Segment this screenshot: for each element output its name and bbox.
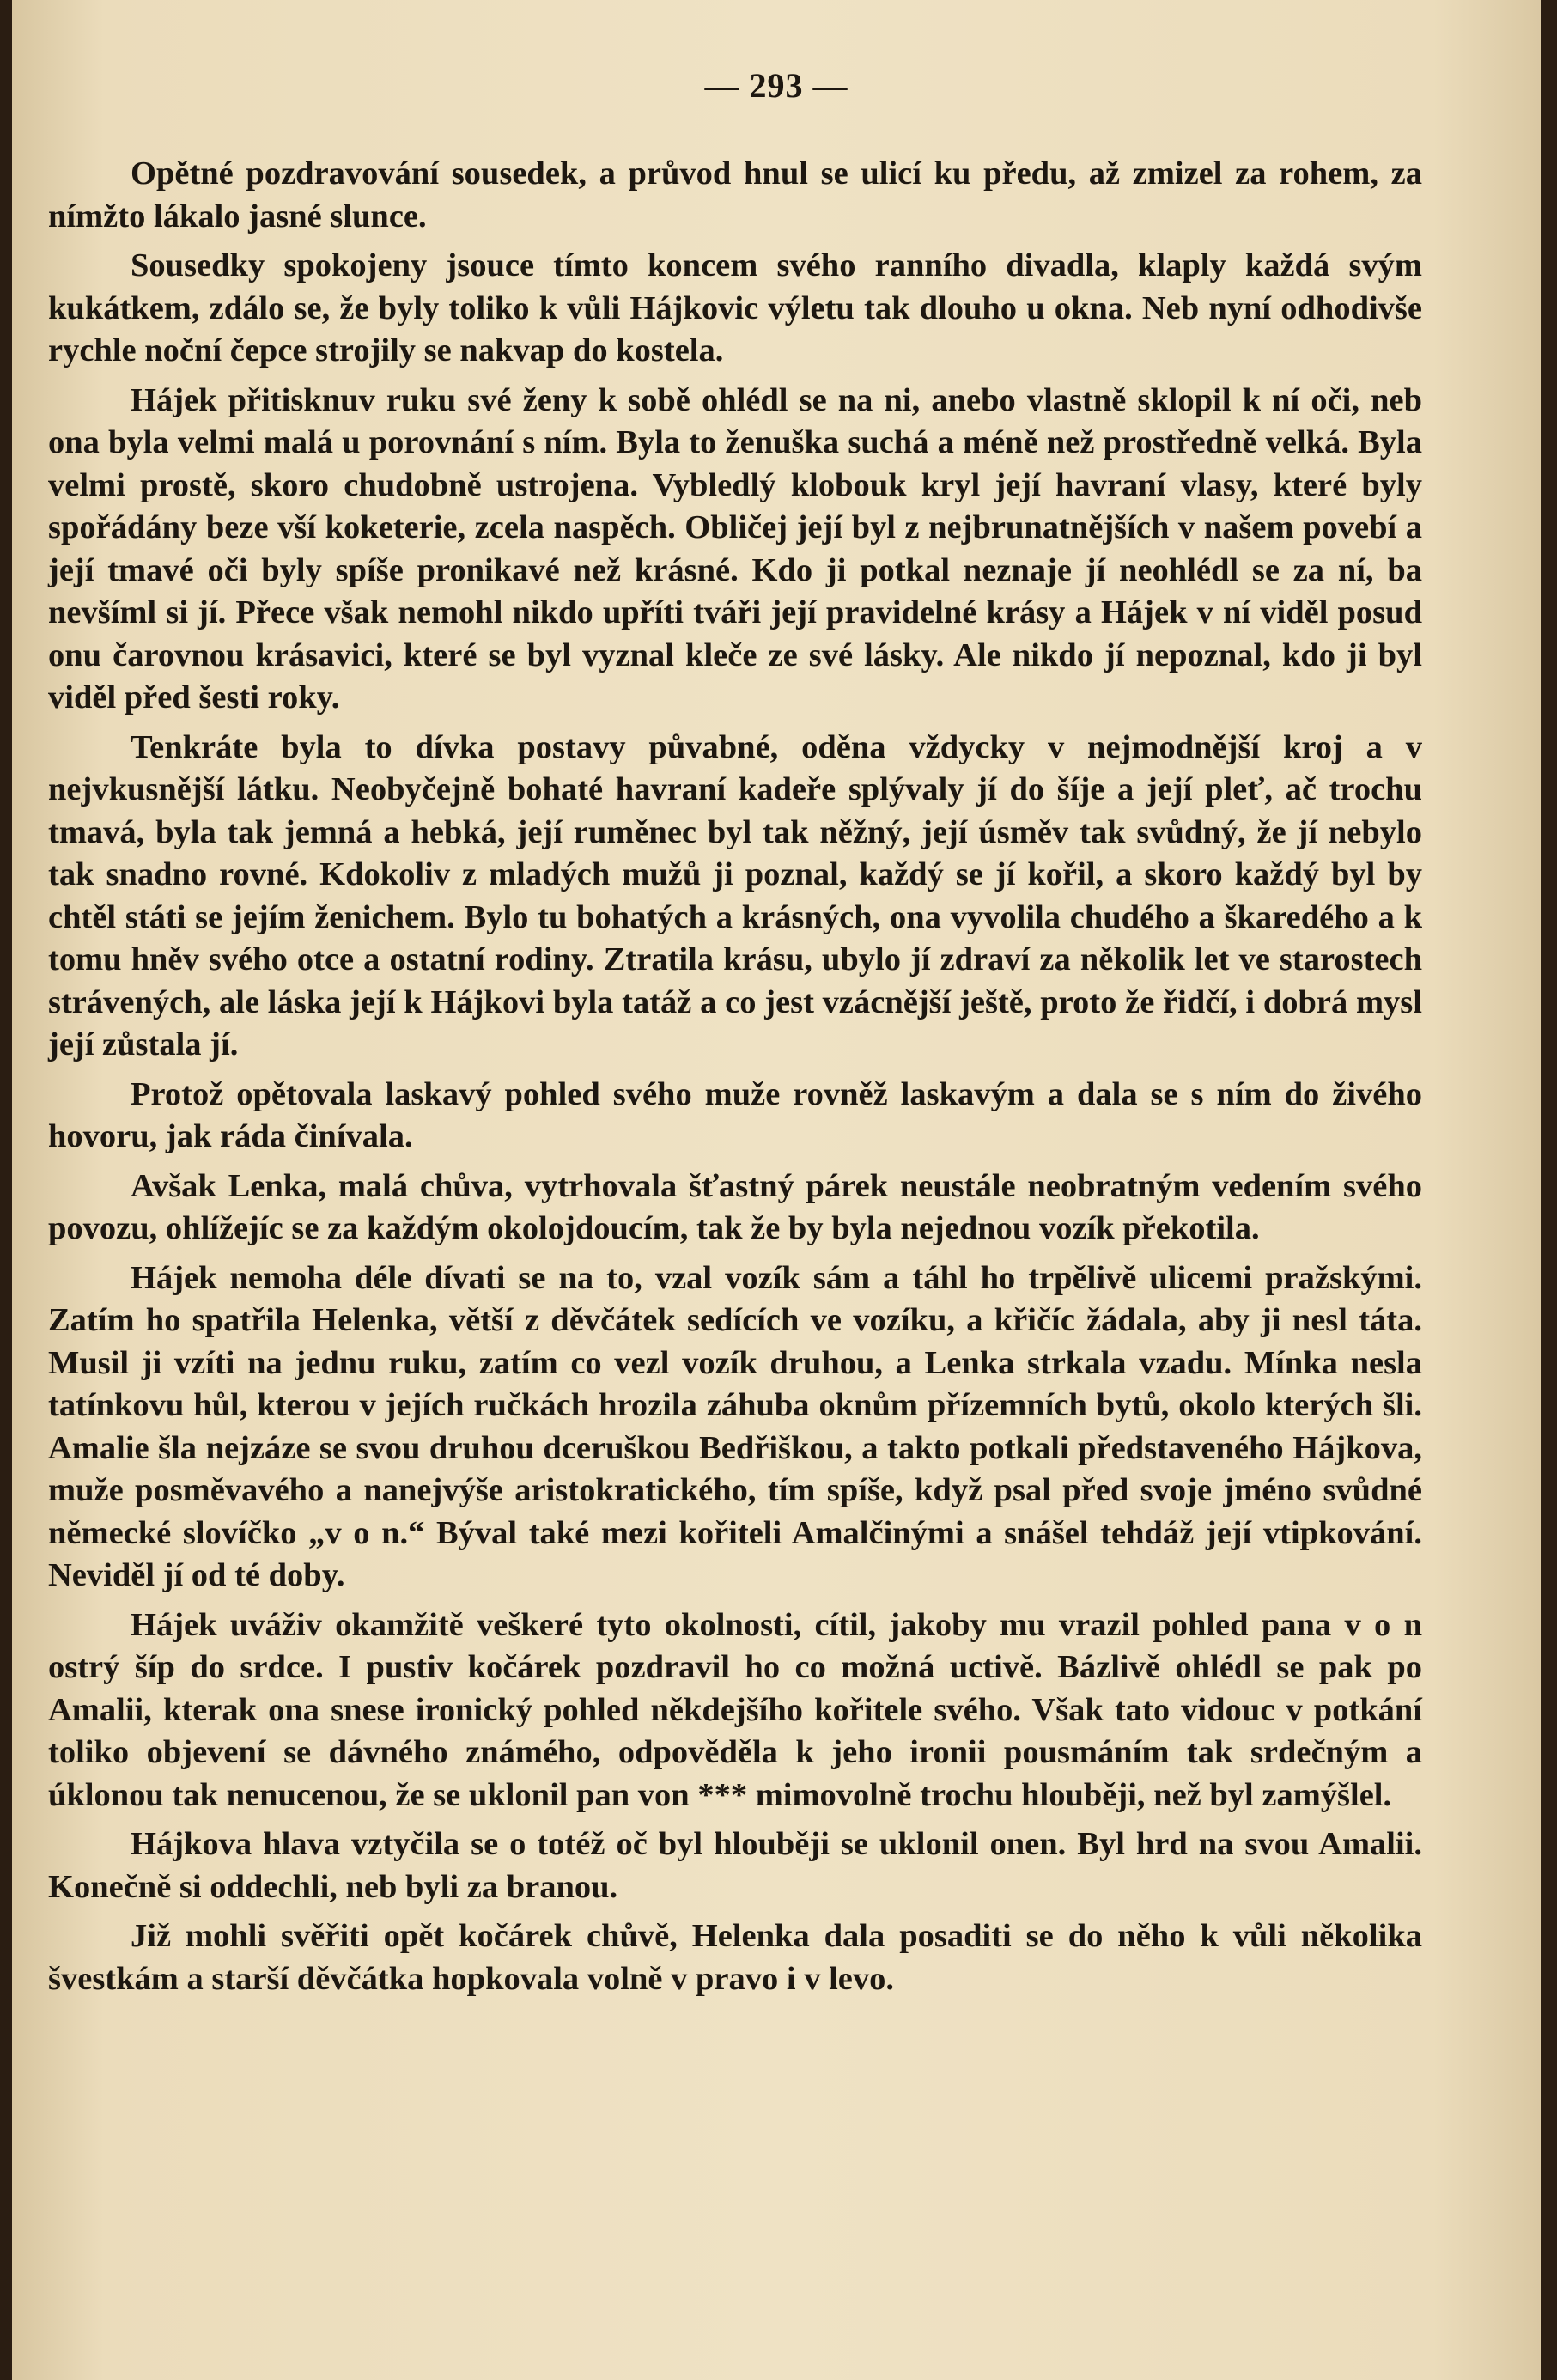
paragraph: Protož opětovala laskavý pohled svého muže rovněž laskavým a dala se s ním do živého hovoru, jak ráda činívala. <box>48 1075 1422 1154</box>
paragraph: Avšak Lenka, malá chůva, vytrhovala šťastný párek neustále neobratným vedením svého povozu, ohlížejíc se za každým okolojdoucím, tak že by byla nejednou vozík překotila. <box>48 1167 1422 1246</box>
paragraph: Tenkráte byla to dívka postavy půvabné, oděna vždycky v nejmodnější kroj a v nejvkusnější látku. Neobyčejně bohaté havraní kadeře splývaly jí do šíje a její pleť, ač trochu tmavá, byla tak jemná a hebká, její ruměnec byl tak něžný, její úsměv tak svůdný, že jí nebylo tak snadno rovné. Kdokoliv z mladých mužů ji poznal, každý se jí kořil, a skoro každý byl by chtěl státi se jejím ženichem. Bylo tu bohatých a krásných, ona vyvolila chudého a škaredého a k tomu hněv svého otce a ostatní rodiny. Ztratila krásu, ubylo jí zdraví za několik let ve starostech strávených, ale láska její k Hájkovi byla tatáž a co jest vzácnější ještě, proto že řidčí, i dobrá mysl její zůstala jí. <box>48 728 1422 1062</box>
paragraph: Již mohli svěřiti opět kočárek chůvě, Helenka dala posaditi se do něho k vůli několika švestkám a starší děvčátka hopkovala volně v pravo i v levo. <box>48 1918 1422 1997</box>
paragraph: Sousedky spokojeny jsouce tímto koncem svého ranního divadla, klaply každá svým kukátkem, zdálo se, že byly toliko k vůli Hájkovic výletu tak dlouho u okna. Neb nyní odhodivše rychle noční čepce strojily se nakvap do kostela. <box>48 247 1422 368</box>
paragraph: Opětné pozdravování sousedek, a průvod hnul se ulicí ku předu, až zmizel za rohem, za nímžto lákalo jasné slunce. <box>48 155 1422 234</box>
paragraph: Hájek nemoha déle dívati se na to, vzal vozík sám a táhl ho trpělivě ulicemi pražskými. Zatím ho spatřila Helenka, větší z děvčátek sedících ve vozíku, a křičíc žádala, aby ji nesl táta. Musil ji vzíti na jednu ruku, zatím co vezl vozík druhou, a Lenka strkala vzadu. Mínka nesla tatínkovu hůl, kterou v jejích ručkách hrozila záhuba oknům přízemních bytů, okolo kterých šli. Amalie šla nejzáze se svou druhou dceruškou Bedřiškou, a takto potkali představeného Hájkova, muže posměvavého a nanejvýše aristokratického, tím spíše, když psal před svoje jméno svůdné německé slovíčko „v o n.“ Býval také mezi kořiteli Amalčinými a snášel tehdáž její vtipkování. Neviděl jí od té doby. <box>48 1259 1422 1593</box>
paragraph: Hájek přitisknuv ruku své ženy k sobě ohlédl se na ni, anebo vlastně sklopil k ní oči, neb ona byla velmi malá u porovnání s ním. Byla to ženuška suchá a méně než prostředně velká. Byla velmi prostě, skoro chudobně ustrojena. Vybledlý klobouk kryl její havraní vlasy, které byly spořádány beze vší koketerie, zcela naspěch. Obličej její byl z nejbrunatnějších v našem povebí a její tmavé oči byly spíše pronikavé než krásné. Kdo ji potkal neznaje jí neohlédl se za ní, ba nevšíml si jí. Přece však nemohl nikdo upříti tváři její pravidelné krásy a Hájek v ní viděl posud onu čarovnou krásavici, které se byl vyznal kleče ze své lásky. Ale nikdo jí nepoznal, kdo ji byl viděl před šesti roky. <box>48 381 1422 715</box>
paragraph: Hájkova hlava vztyčila se o totéž oč byl hlouběji se uklonil onen. Byl hrd na svou Amalii. Konečně si oddechli, neb byli za branou. <box>48 1826 1422 1905</box>
book-page <box>12 0 1541 2380</box>
page-number: — 293 — <box>704 66 848 105</box>
paragraph: Hájek uváživ okamžitě veškeré tyto okolnosti, cítil, jakoby mu vrazil pohled pana v o n ostrý šíp do srdce. I pustiv kočárek pozdravil ho co možná uctivě. Bázlivě ohlédl se pak po Amalii, kterak ona snese ironický pohled někdejšího kořitele svého. Však tato vidouc v potkání toliko objevení se dávného známého, odpověděla k jeho ironii pousmáním tak srdečným a úklonou tak nenucenou, že se uklonil pan von *** mimovolně trochu hlouběji, než byl zamýšlel. <box>48 1606 1422 1813</box>
body-text <box>48 153 1422 2000</box>
